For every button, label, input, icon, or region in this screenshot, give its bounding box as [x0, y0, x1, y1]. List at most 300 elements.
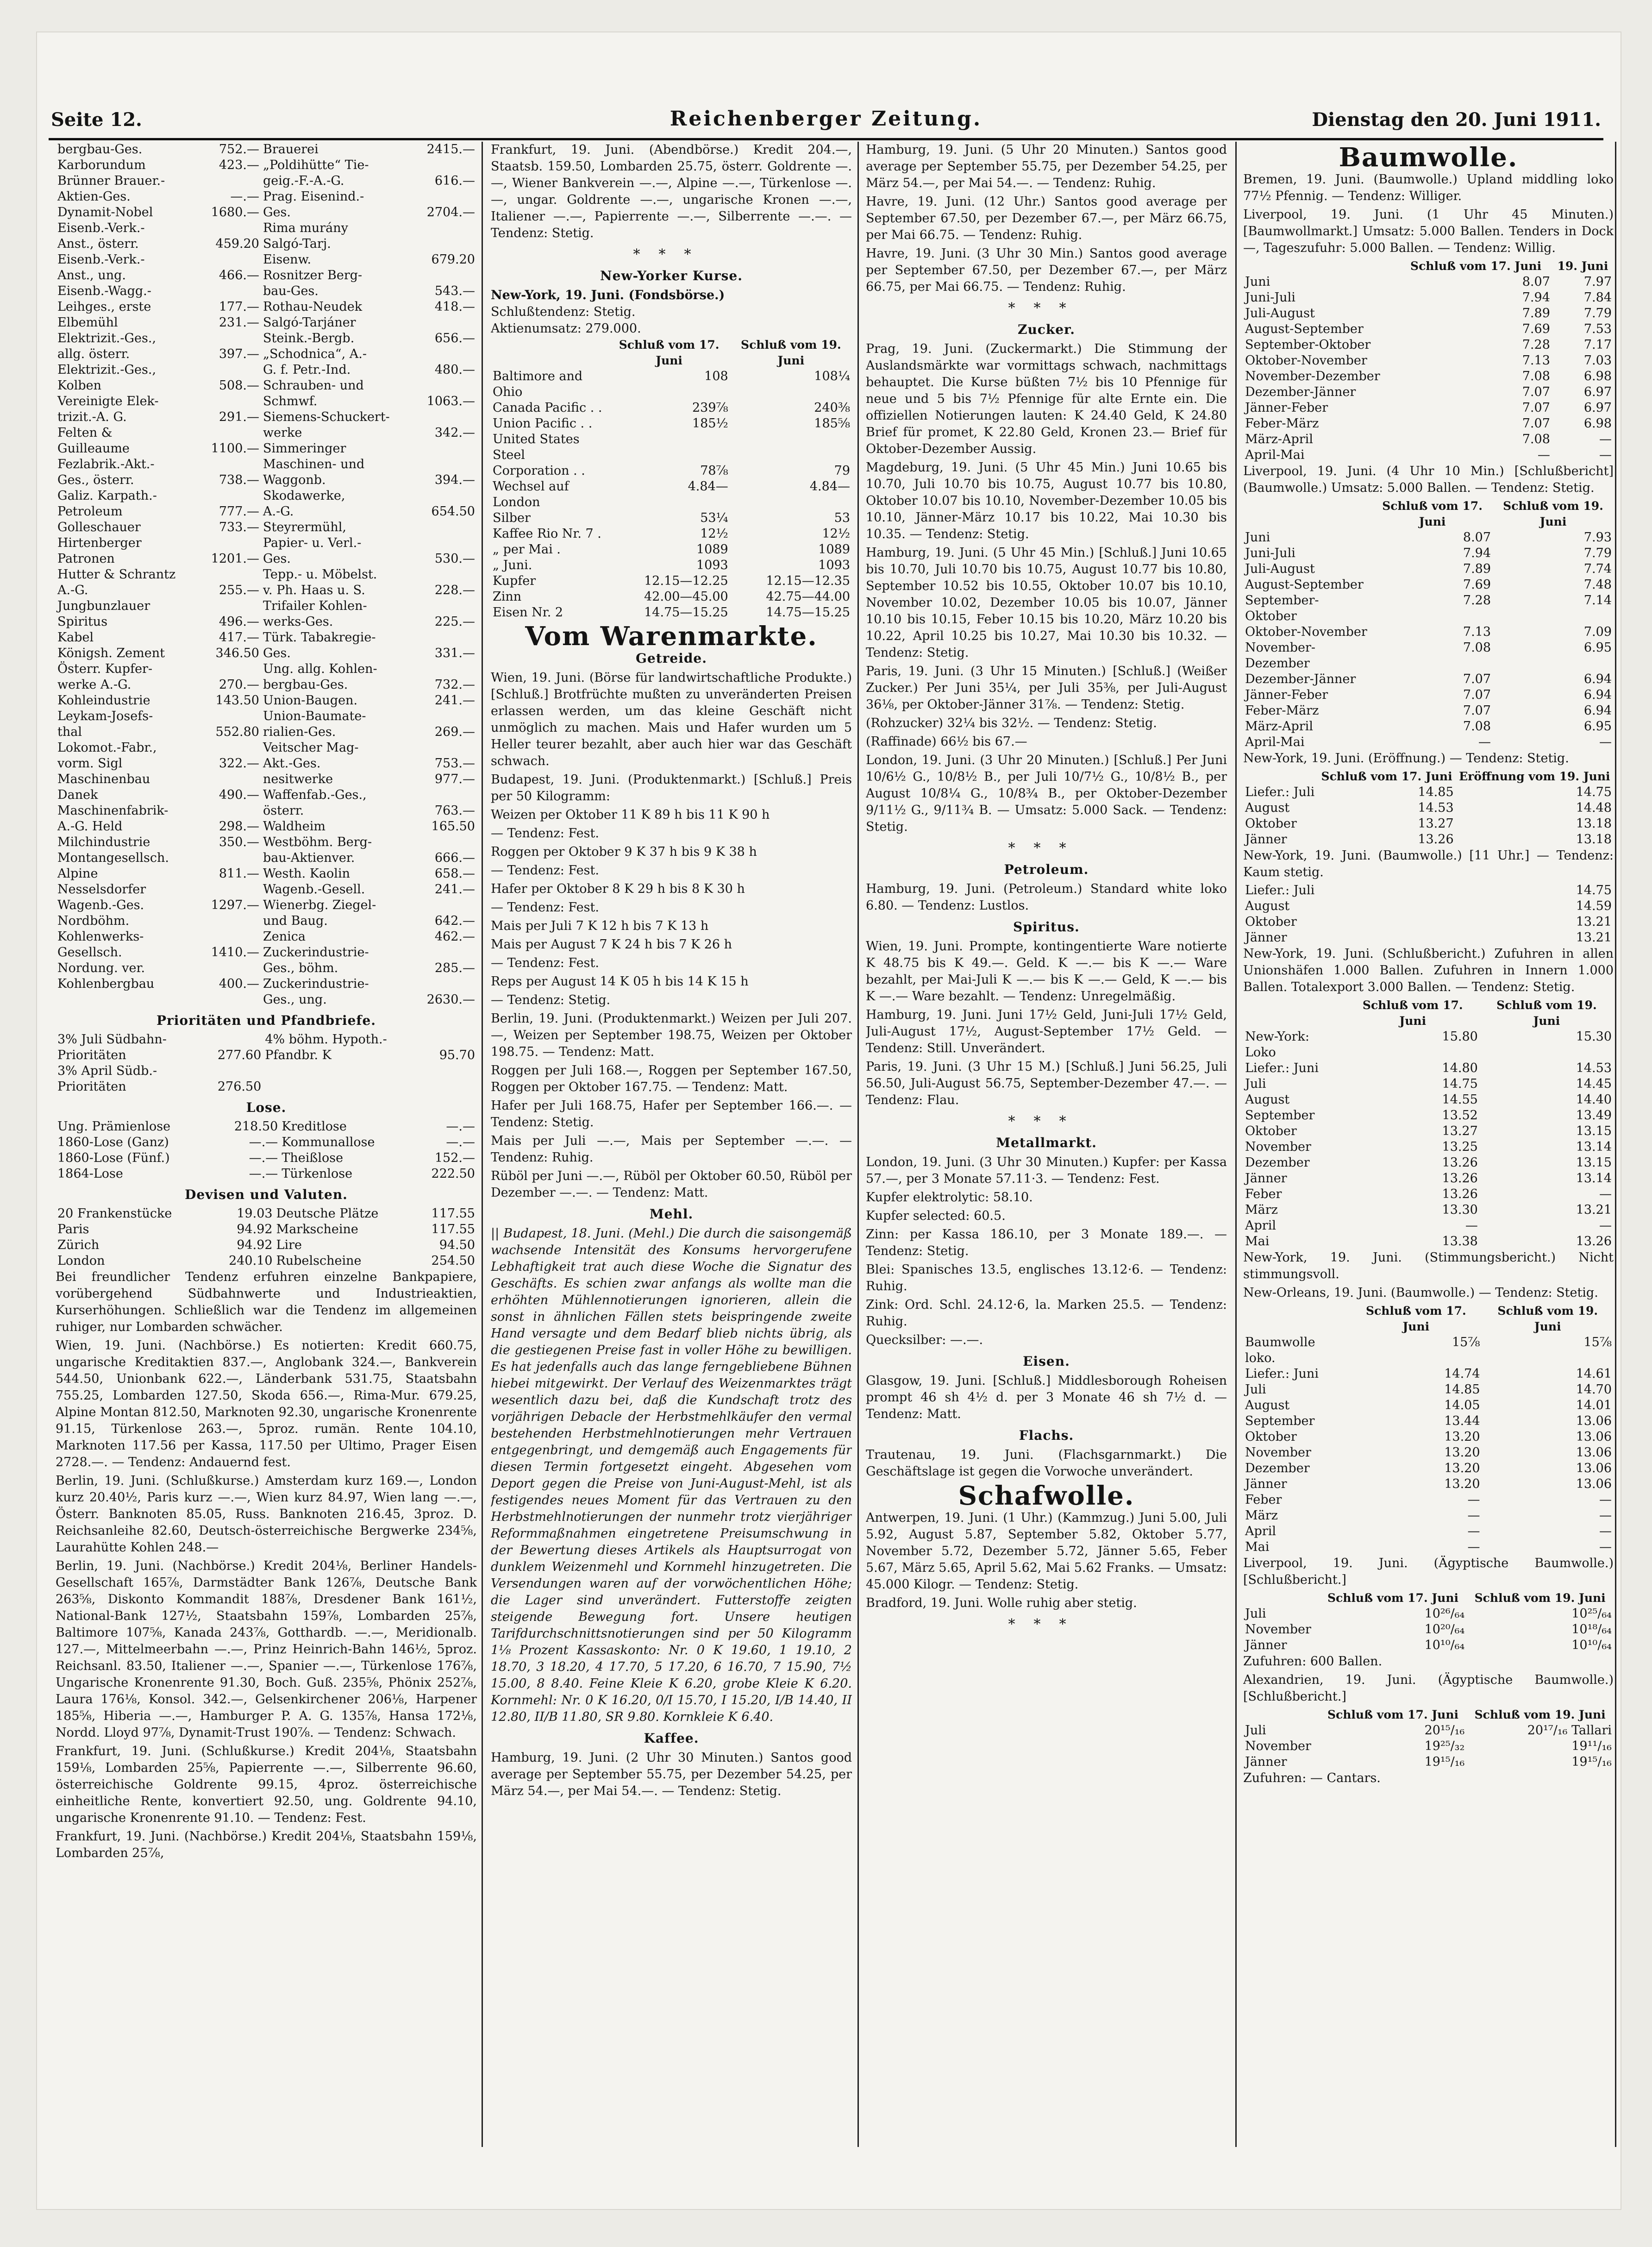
table-cell: —	[1599, 448, 1612, 462]
market-report: Wien, 19. Juni. (Börse für landwirtschaftliche Produkte.) [Schluß.] Brotfrüchte mußten zu unveränderten Preisen erlassen werden, um das kleine Geschäft nicht unmöglich zu machen. Mais und Hafer wurden um 5 Heller teurer bezahlt, aber auch hier war das Geschäft schwach.	[491, 671, 852, 768]
table-cell: Petroleum	[57, 504, 123, 519]
table-cell: 20¹⁵/₁₆	[1424, 1723, 1465, 1738]
table-row	[1243, 1171, 1614, 1186]
report-line: Budapest, 19. Juni. (Produktenmarkt.) [Schluß.] Preis per 50 Kilogramm:	[491, 772, 852, 803]
table-cell: August-September	[1245, 322, 1364, 336]
table-cell: 14.61	[1576, 1367, 1612, 1381]
table-cell: 6.97	[1583, 385, 1612, 399]
table-cell: 7.07	[1522, 385, 1550, 399]
table-cell: 14.01	[1576, 1398, 1612, 1412]
table-cell: 14.53	[1576, 1061, 1612, 1075]
table-cell: Zuckerindustrie-	[263, 977, 369, 991]
table-cell: 777.—	[219, 504, 259, 519]
table-cell: 13.20	[1444, 1445, 1480, 1460]
page-number: Seite 12.	[51, 109, 142, 131]
table-cell: Liefer.: Juni	[1245, 1367, 1319, 1381]
table-cell: 6.94	[1583, 672, 1612, 686]
market-report: (Raffinade) 66½ bis 67.—	[866, 734, 1027, 749]
table-header-cell: Schluß vom 17. Juni	[1410, 259, 1542, 273]
table-row	[1243, 1622, 1614, 1638]
table-cell: 3% April Südb.-	[57, 1064, 157, 1078]
cotton-quotes-table	[1243, 258, 1614, 463]
section-divider: ***	[1008, 300, 1085, 316]
table-cell	[202, 1063, 263, 1079]
section-heading-zucker: Zucker.	[1018, 322, 1075, 337]
table-cell: 1860-Lose (Fünf.)	[57, 1151, 170, 1165]
table-cell: 508.—	[219, 378, 259, 393]
table-cell: 7.07	[1522, 416, 1550, 431]
table-row	[56, 787, 477, 803]
table-row	[56, 346, 477, 362]
table-row	[56, 740, 477, 756]
table-cell: Eisenb.-Verk.-	[57, 221, 145, 235]
table-cell: —.—	[249, 1167, 278, 1181]
table-cell	[415, 661, 477, 677]
table-cell: 666.—	[434, 851, 475, 865]
table-cell: Gesellsch.	[57, 945, 122, 960]
report-line: Roggen per Oktober 9 K 37 h bis 9 K 38 h	[491, 845, 757, 859]
table-cell	[415, 236, 477, 252]
table-cell: 13.20	[1444, 1461, 1480, 1475]
table-cell: Eisen Nr. 2	[493, 605, 563, 620]
cotton-quotes-table	[1243, 998, 1614, 1249]
table-cell: 13.15	[1576, 1155, 1612, 1170]
market-report: New-York, 19. Juni. (Schlußbericht.) Zufuhren in allen Unionshäfen 1.000 Ballen. Zufuhren in Innern 1.000 Ballen. Totalexport 3.000 Ballen. — Tendenz: Stetig.	[1243, 947, 1614, 994]
table-row	[491, 542, 852, 558]
table-cell: 13.06	[1576, 1477, 1612, 1491]
table-cell: März-April	[1245, 719, 1313, 734]
stock-quotes-table	[56, 142, 477, 1008]
table-cell: 1201.—	[211, 552, 259, 566]
table-cell: Eisenb.-Wagg.-	[57, 284, 151, 298]
table-row	[1243, 1638, 1614, 1653]
table-row	[56, 504, 477, 520]
table-cell: Trifailer Kohlen-	[263, 599, 367, 613]
table-header-cell: Schluß vom 19. Juni	[1474, 1708, 1606, 1721]
table-row	[56, 268, 477, 283]
table-cell	[426, 1032, 477, 1048]
table-cell: Wagenb.-Ges.	[57, 898, 144, 912]
market-report: Hafer per Juli 168.75, Hafer per September 166.—. — Tendenz: Stetig.	[491, 1098, 852, 1130]
table-cell: 7.13	[1522, 353, 1550, 368]
table-cell: —.—	[446, 1135, 475, 1149]
table-cell: Pfandbr. K	[265, 1048, 332, 1062]
report-line: Reps per August 14 K 05 h bis 14 K 15 h	[491, 974, 749, 989]
table-row	[1243, 1061, 1614, 1076]
table-cell: 14.80	[1442, 1061, 1478, 1075]
table-cell: 222.50	[431, 1167, 475, 1181]
report-line: London, 19. Juni. (3 Uhr 30 Minuten.) Kupfer: per Kassa 57.—, per 3 Monate 57.11·3. — Tendenz: Fest.	[866, 1155, 1227, 1186]
table-cell: 6.98	[1583, 369, 1612, 383]
table-cell: 394.—	[434, 473, 475, 487]
table-cell: 656.—	[434, 331, 475, 345]
table-cell: 152.—	[434, 1151, 475, 1165]
table-cell: 752.—	[219, 142, 259, 157]
table-row	[56, 945, 477, 960]
table-cell: Lokomot.-Fabr.,	[57, 741, 157, 755]
table-cell: 7.97	[1583, 275, 1612, 289]
table-cell: Anst., ung.	[57, 268, 126, 282]
table-row	[1243, 914, 1614, 930]
table-cell: 117.55	[431, 1222, 475, 1236]
table-cell: Baumwolle loko.	[1245, 1335, 1315, 1365]
table-cell: 753.—	[434, 756, 475, 771]
table-cell	[730, 432, 852, 463]
table-cell	[200, 425, 261, 441]
issue-date: Dienstag den 20. Juni 1911.	[1312, 109, 1601, 131]
table-row	[56, 898, 477, 913]
table-cell: Kohleindustrie	[57, 693, 150, 708]
table-cell: 13.21	[1576, 915, 1612, 929]
table-row	[1243, 400, 1614, 416]
table-row	[1243, 369, 1614, 384]
table-cell: 616.—	[434, 174, 475, 188]
table-cell: 14.48	[1576, 801, 1612, 815]
cotton-quotes-table	[1243, 883, 1614, 946]
table-cell: 10²⁰/₆₄	[1424, 1622, 1465, 1637]
table-cell: Mai	[1245, 1234, 1270, 1249]
table-row	[1243, 1445, 1614, 1461]
table-cell: 13.49	[1576, 1108, 1612, 1123]
table-cell: 7.13	[1463, 625, 1491, 639]
section-heading-prioritaeten: Prioritäten und Pfandbriefe.	[156, 1013, 376, 1028]
table-cell: Juli	[1245, 1077, 1266, 1091]
table-cell: Dezember	[1245, 1155, 1310, 1170]
table-cell: 241.—	[434, 693, 475, 708]
market-report: Frankfurt, 19. Juni. (Abendbörse.) Kredit 204.—, Staatsb. 159.50, Lombarden 25.75, österr. Goldrente —.—, Wiener Bankverein —.—, Alpine —.—, Türkenlose —.—, ungar. Goldrente —.—, ungarische Kronen —.—, Italiener —.—, Papierrente —.—, Silberrente —.—. — Tendenz: Stetig.	[491, 143, 852, 240]
table-cell: Spiritus	[57, 615, 108, 629]
table-cell: 400.—	[219, 977, 259, 991]
table-cell: Canada Pacific . .	[493, 401, 602, 415]
table-row	[56, 866, 477, 882]
table-row	[1243, 321, 1614, 337]
market-report: Wien, 19. Juni. Prompte, kontingentierte Ware notierte K 48.75 bis K 49.—. Geld. K —.— bis K —.— Ware bezahlt, per Mai-Juli K —.— bis K —.— Geld, K —.— bis K —.— Ware bezahlt. — Tendenz: Unregelmäßig.	[866, 939, 1227, 1004]
table-cell: nesitwerke	[263, 772, 333, 786]
table-row	[56, 614, 477, 630]
table-cell	[200, 913, 261, 929]
table-cell: Jänner-Feber	[1245, 688, 1328, 702]
table-row	[56, 252, 477, 268]
table-cell: A.-G.	[57, 583, 88, 597]
table-row	[1243, 1754, 1614, 1770]
table-cell: 231.—	[219, 315, 259, 330]
table-cell: —.—	[230, 189, 259, 204]
column-4	[1243, 142, 1614, 2147]
table-cell: 14.75	[1442, 1077, 1478, 1091]
market-report: Hamburg, 19. Juni. (Petroleum.) Standard white loko 6.80. — Tendenz: Lustlos.	[866, 882, 1227, 913]
market-report: Liverpool, 19. Juni. (Ägyptische Baumwolle.) [Schlußbericht.]	[1243, 1556, 1614, 1587]
table-row	[1243, 1461, 1614, 1476]
table-cell: Feber-März	[1245, 703, 1319, 718]
table-cell: 79	[834, 464, 850, 478]
table-row	[491, 526, 852, 542]
table-cell	[200, 803, 261, 819]
table-cell: Theißlose	[282, 1151, 344, 1165]
table-row	[1243, 1524, 1614, 1539]
table-cell: 679.20	[431, 252, 475, 267]
table-row	[1243, 1029, 1614, 1061]
table-cell: —	[1599, 1524, 1612, 1538]
table-cell: —	[1467, 1524, 1480, 1538]
table-cell: 19¹⁵/₁₆	[1424, 1755, 1465, 1769]
table-cell: A.-G.	[263, 504, 294, 519]
table-cell: 8.07	[1463, 530, 1491, 545]
table-cell: Rosnitzer Berg-	[263, 268, 363, 282]
table-cell	[263, 1079, 426, 1095]
table-row	[1243, 1186, 1614, 1202]
table-cell: geig.-F.-A.-G.	[263, 174, 344, 188]
table-header-row	[1243, 769, 1614, 785]
market-report: Zufuhren: — Cantars.	[1243, 1771, 1381, 1785]
table-cell: 811.—	[219, 866, 259, 881]
table-row	[1243, 577, 1614, 593]
table-cell: Feber	[1245, 1187, 1282, 1201]
table-cell: Rubelscheine	[276, 1254, 362, 1268]
table-cell: 7.94	[1522, 290, 1550, 305]
table-cell: 13.20	[1444, 1477, 1480, 1491]
table-cell: Fezlabrik.-Akt.-	[57, 457, 155, 471]
table-cell: 350.—	[219, 835, 259, 849]
report-line: — Tendenz: Fest.	[491, 900, 599, 915]
table-cell	[415, 835, 477, 850]
table-row	[1243, 447, 1614, 463]
table-cell: 1864-Lose	[57, 1167, 123, 1181]
table-cell	[200, 772, 261, 787]
table-cell: 185½	[692, 416, 728, 431]
cotton-quotes-table	[1243, 769, 1614, 847]
table-cell: 117.55	[431, 1206, 475, 1221]
market-report: Liverpool, 19. Juni. (1 Uhr 45 Minuten.) [Baumwollmarkt.] Umsatz: 5.000 Ballen. Tenders in Dock —, Tageszufuhr: 5.000 Ballen. — Tendenz: Willig.	[1243, 207, 1614, 255]
table-cell: österr.	[263, 803, 304, 818]
table-cell: Oktober	[1245, 1124, 1297, 1138]
market-report: Havre, 19. Juni. (12 Uhr.) Santos good average per September 67.50, per Dezember 67.—, per März 66.75, per Mai 66.75. — Tendenz: Ruhig.	[866, 195, 1227, 242]
table-cell: Waggonb.	[263, 473, 326, 487]
table-cell: Kupfer	[493, 574, 536, 588]
table-cell: United States Steel	[493, 432, 580, 462]
table-cell: bau-Aktienver.	[263, 851, 355, 865]
table-row	[1243, 1076, 1614, 1092]
table-header-cell: Schluß vom 17. Juni	[619, 338, 720, 367]
table-cell	[415, 457, 477, 472]
table-cell	[200, 488, 261, 504]
table-cell: —	[1537, 448, 1550, 462]
column-rule	[1615, 142, 1616, 2147]
table-row	[56, 205, 477, 220]
table-cell: November-Dezember	[1245, 369, 1380, 383]
market-report: Alexandrien, 19. Juni. (Ägyptische Baumwolle.) [Schlußbericht.]	[1243, 1673, 1614, 1704]
table-cell: Akt.-Ges.	[263, 756, 321, 771]
table-cell	[200, 882, 261, 898]
table-cell: September-Oktober	[1245, 593, 1319, 623]
table-row	[56, 189, 477, 205]
table-row	[56, 535, 477, 551]
table-row	[56, 157, 477, 173]
table-cell: Kaffee Rio Nr. 7 .	[493, 527, 601, 541]
column-rule	[482, 142, 483, 2147]
table-cell	[415, 409, 477, 425]
table-row	[56, 693, 477, 709]
section-heading-eisen: Eisen.	[1023, 1354, 1070, 1369]
table-cell: 143.50	[215, 693, 259, 708]
table-cell: 285.—	[434, 961, 475, 975]
table-cell	[200, 283, 261, 299]
table-row	[56, 220, 477, 236]
table-row	[1243, 1335, 1614, 1366]
table-cell: 423.—	[219, 158, 259, 172]
section-heading-spiritus: Spiritus.	[1013, 919, 1080, 935]
table-cell: 7.89	[1463, 562, 1491, 576]
table-cell: 78⅞	[700, 464, 728, 478]
table-cell: „Poldihütte“ Tie-	[263, 158, 369, 172]
table-cell: 14.85	[1418, 785, 1454, 799]
table-cell: 19¹⁵/₁₆	[1571, 1755, 1612, 1769]
market-report: Trautenau, 19. Juni. (Flachsgarnmarkt.) Die Geschäftslage ist gegen die Vorwoche unverändert.	[866, 1448, 1227, 1479]
section-heading-baumwolle: Baumwolle.	[1339, 142, 1518, 173]
table-cell: 7.89	[1522, 306, 1550, 320]
table-cell: 13.30	[1442, 1203, 1478, 1217]
table-row	[1243, 624, 1614, 640]
table-header-row	[491, 337, 852, 369]
budapest-report	[491, 772, 852, 1009]
table-cell: 7.94	[1463, 546, 1491, 560]
table-cell	[200, 661, 261, 677]
table-cell: 459.20	[215, 237, 259, 251]
table-cell: Kreditlose	[282, 1119, 347, 1134]
cotton-quotes-table	[1243, 1303, 1614, 1555]
table-header-row	[1243, 1707, 1614, 1723]
table-row	[1243, 1092, 1614, 1108]
table-cell: 19¹¹/₁₆	[1571, 1739, 1612, 1753]
report-line: Mais per Juli 7 K 12 h bis 7 K 13 h	[491, 919, 709, 933]
table-row	[56, 394, 477, 409]
table-cell: 7.07	[1463, 672, 1491, 686]
table-cell: Aktien-Ges.	[57, 189, 131, 204]
table-cell: 10¹⁰/₆₄	[1424, 1638, 1465, 1652]
table-row	[1243, 1413, 1614, 1429]
table-cell: Nordung. ver.	[57, 961, 145, 975]
table-cell: 7.28	[1522, 338, 1550, 352]
market-report: New-York, 19. Juni. (Baumwolle.) [11 Uhr.] — Tendenz: Kaum stetig.	[1243, 848, 1614, 879]
table-row	[56, 1135, 477, 1150]
report-line: Zinn: per Kassa 186.10, per 3 Monate 189.—. — Tendenz: Stetig.	[866, 1227, 1227, 1258]
table-cell	[263, 1063, 426, 1079]
table-row	[491, 369, 852, 400]
table-cell: Oktober	[1245, 1430, 1297, 1444]
report-line: — Tendenz: Fest.	[491, 826, 599, 841]
table-cell: —	[1599, 1493, 1612, 1507]
table-cell: 14.70	[1576, 1382, 1612, 1397]
table-header-cell: Schluß vom 17. Juni	[1321, 770, 1452, 783]
table-cell: —	[1599, 1218, 1612, 1233]
section-heading-schafwolle: Schafwolle.	[958, 1481, 1135, 1511]
market-report: New-Orleans, 19. Juni. (Baumwolle.) — Tendenz: Stetig.	[1243, 1286, 1598, 1300]
table-row	[56, 441, 477, 457]
table-cell: Juli	[1245, 1607, 1266, 1621]
table-cell: Elektrizit.-Ges.,	[57, 331, 156, 345]
report-line: Weizen per Oktober 11 K 89 h bis 11 K 90 h	[491, 808, 770, 822]
market-report: Roggen per Juli 168.—, Roggen per September 167.50, Roggen per Oktober 167.75. — Tendenz: Matt.	[491, 1063, 852, 1094]
section-heading-petroleum: Petroleum.	[1004, 862, 1089, 877]
table-cell: 15⅞	[1583, 1335, 1612, 1349]
table-cell: 8.07	[1522, 275, 1550, 289]
table-cell: Zuckerindustrie-	[263, 945, 369, 960]
table-cell: Juni	[1245, 275, 1270, 289]
market-report: Bremen, 19. Juni. (Baumwolle.) Upland middling loko 77½ Pfennig. — Tendenz: Williger.	[1243, 172, 1614, 203]
table-cell: Steink.-Bergb.	[263, 331, 355, 345]
table-cell	[415, 488, 477, 504]
table-cell: 1860-Lose (Ganz)	[57, 1135, 169, 1149]
cotton-quotes-table	[1243, 498, 1614, 750]
table-cell	[415, 157, 477, 173]
table-cell	[415, 598, 477, 614]
market-report: Frankfurt, 19. Juni. (Nachbörse.) Kredit 204⅛, Staatsbahn 159⅛, Lombarden 25⅞,	[56, 1829, 477, 1860]
table-cell: Dezember-Jänner	[1245, 672, 1356, 686]
table-row	[1243, 672, 1614, 687]
table-row	[1243, 898, 1614, 914]
table-cell	[200, 220, 261, 236]
table-cell: Waldheim	[263, 819, 326, 834]
table-row	[56, 929, 477, 945]
table-row	[56, 1150, 477, 1166]
table-row	[1243, 1398, 1614, 1413]
table-cell: 14.40	[1576, 1092, 1612, 1107]
table-cell	[200, 173, 261, 189]
table-cell: Liefer.: Juli	[1245, 785, 1315, 799]
table-cell: 7.08	[1522, 369, 1550, 383]
table-row	[1243, 1108, 1614, 1124]
table-cell: Baltimore and Ohio	[493, 369, 583, 399]
table-cell: November	[1245, 1445, 1311, 1460]
table-cell: 19²⁵/₃₂	[1424, 1739, 1465, 1753]
table-row	[1243, 1429, 1614, 1445]
table-header-row	[1243, 1303, 1614, 1335]
report-line: Hafer per Oktober 8 K 29 h bis 8 K 30 h	[491, 882, 745, 896]
market-report: Glasgow, 19. Juni. [Schluß.] Middlesborough Roheisen prompt 46 sh 4½ d. per 3 Monate 46 sh 7½ d. — Tendenz: Matt.	[866, 1374, 1227, 1421]
table-cell: Ges., ung.	[263, 992, 327, 1007]
table-cell: Jänner-Feber	[1245, 401, 1328, 415]
table-cell: August	[1245, 1398, 1290, 1412]
table-cell	[200, 567, 261, 583]
table-cell: 240.10	[229, 1254, 273, 1268]
market-report: Hamburg, 19. Juni. (5 Uhr 20 Minuten.) Santos good average per September 55.75, per Dezember 54.25, per März 54.—, per Mai 54.—. — Tendenz: Ruhig.	[866, 143, 1227, 190]
table-cell: 12.15—12.35	[766, 574, 850, 588]
table-cell: London	[57, 1254, 105, 1268]
table-cell	[415, 945, 477, 960]
market-report: Prag, 19. Juni. (Zuckermarkt.) Die Stimmung der Auslandsmärkte war vormittags schwach, nachmittags behauptet. Die Kurse büßten 7½ bis 10 Pfennige für neue und 5 bis 7½ Pfennige für alte Ernte ein. Die offiziellen Notierungen lauten: K 24.40 Geld, K 24.80 Brief für promet, K 22.80 Geld, Kronen 23.— Brief für Oktober-Dezember Aussig.	[866, 342, 1227, 456]
report-line: Kupfer selected: 60.5.	[866, 1209, 1006, 1223]
table-cell: Steyrermühl,	[263, 520, 346, 534]
table-cell: Golleschauer	[57, 520, 141, 534]
table-cell: 13.26	[1576, 1234, 1612, 1249]
report-line: — Tendenz: Fest.	[491, 956, 599, 970]
table-cell: 738.—	[219, 473, 259, 487]
market-report: New-York, 19. Juni. (Eröffnung.) — Tendenz: Stetig.	[1243, 751, 1569, 766]
market-report: Berlin, 19. Juni. (Nachbörse.) Kredit 204⅛, Berliner Handels-Gesellschaft 165⅞, Darmstädter Bank 126⅞, Deutsche Bank 263⅝, Diskonto Kommandit 188⅞, Dresdener Bank 161½, National-Bank 127½, Staatsbahn 159⅞, Lombarden 25⅞, Baltimore 107⅝, Kanada 243⅞, Gotthardb. —.—, Meridionalb. 127.—, Mittelmeerbahn —.—, Prinz Heinrich-Bahn 146½, 5proz. Reichsanl. 83.50, Italiener —.—, Spanier —.—, Türkenlose 176⅞, Ungarische Kronenrente 91.30, Boch. Guß. 235⅝, Phönix 252⅞, Laura 176⅛, Konsol. 342.—, Gelsenkirchener 206⅛, Harpener 185⅝, Hiberia —.—, Hamburger P. A. G. 135⅞, Hansa 172⅛, Nordd. Lloyd 97⅞, Dynamit-Trust 190⅞. — Tendenz: Schwach.	[56, 1559, 477, 1740]
table-header-cell: Schluß vom 17. Juni	[1327, 1591, 1459, 1605]
table-cell: Skodawerke,	[263, 489, 345, 503]
table-cell: Oktober-November	[1245, 353, 1367, 368]
table-cell: thal	[57, 725, 82, 739]
table-cell: 108	[704, 369, 728, 383]
table-row	[491, 589, 852, 605]
section-divider: ***	[1008, 1113, 1085, 1130]
table-cell: Anst., österr.	[57, 237, 139, 251]
market-report: Zufuhren: 600 Ballen.	[1243, 1654, 1383, 1669]
table-cell: 20¹⁷/₁₆ Tallari	[1527, 1723, 1612, 1738]
table-cell: werke	[263, 426, 302, 440]
table-cell	[200, 362, 261, 378]
table-cell: Union-Baugen.	[263, 693, 358, 708]
